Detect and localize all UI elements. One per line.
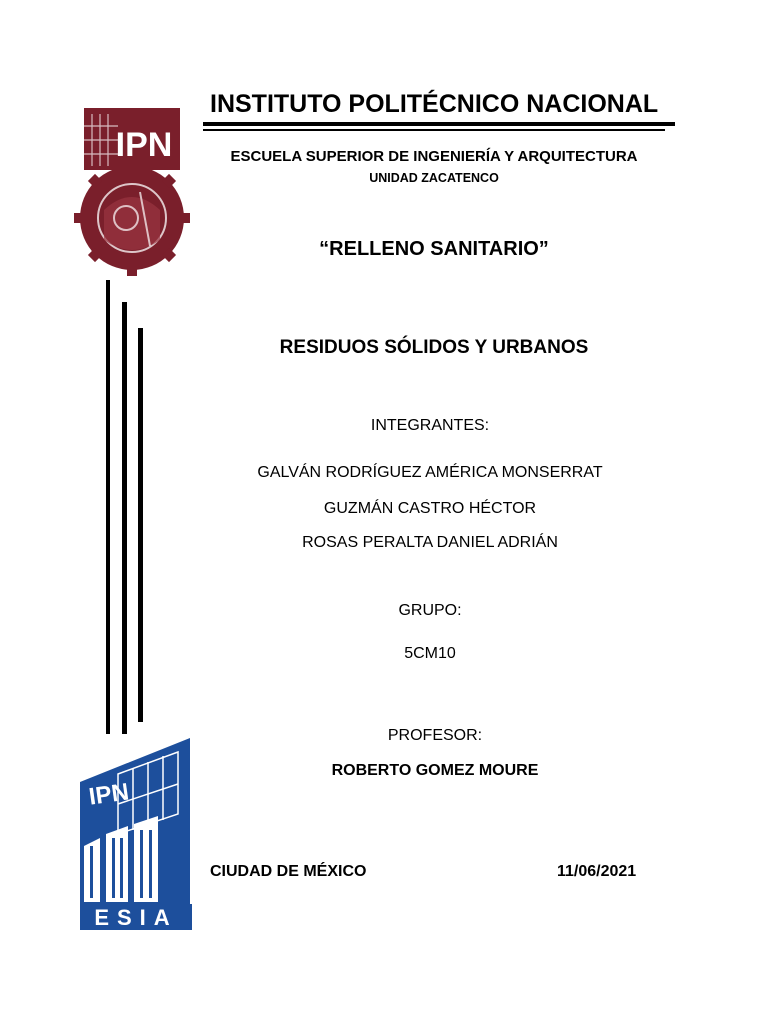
vertical-rule-1 [106, 280, 110, 752]
vertical-rule-2 [122, 302, 127, 736]
project-title: “RELLENO SANITARIO” [319, 238, 549, 260]
date: 11/06/2021 [557, 863, 637, 880]
ipn-logo [74, 100, 190, 280]
esia-logo-esia-text: ESIA [94, 905, 178, 930]
ipn-logo-text: IPN [115, 126, 173, 164]
institution-title: INSTITUTO POLITÉCNICO NACIONAL [210, 90, 659, 118]
esia-logo-ipn-text: IPN [87, 778, 131, 811]
group-value: 5CM10 [404, 645, 456, 662]
member-name: GUZMÁN CASTRO HÉCTOR [323, 500, 537, 517]
professor-name: ROBERTO GOMEZ MOURE [331, 762, 539, 779]
unit-name: UNIDAD ZACATENCO [369, 171, 499, 185]
title-underline-thin [203, 129, 665, 131]
member-name: ROSAS PERALTA DANIEL ADRIÁN [302, 534, 558, 551]
members-label: INTEGRANTES: [370, 417, 490, 434]
esia-logo [78, 734, 194, 932]
professor-label: PROFESOR: [387, 727, 483, 744]
vertical-rule-3 [138, 328, 143, 722]
school-name: ESCUELA SUPERIOR DE INGENIERÍA Y ARQUITECTURA [230, 148, 638, 165]
group-label: GRUPO: [398, 602, 462, 619]
member-name: GALVÁN RODRÍGUEZ AMÉRICA MONSERRAT [257, 464, 603, 481]
title-underline-thick [203, 122, 675, 126]
city: CIUDAD DE MÉXICO [210, 863, 367, 880]
subject-title: RESIDUOS SÓLIDOS Y URBANOS [279, 337, 589, 358]
